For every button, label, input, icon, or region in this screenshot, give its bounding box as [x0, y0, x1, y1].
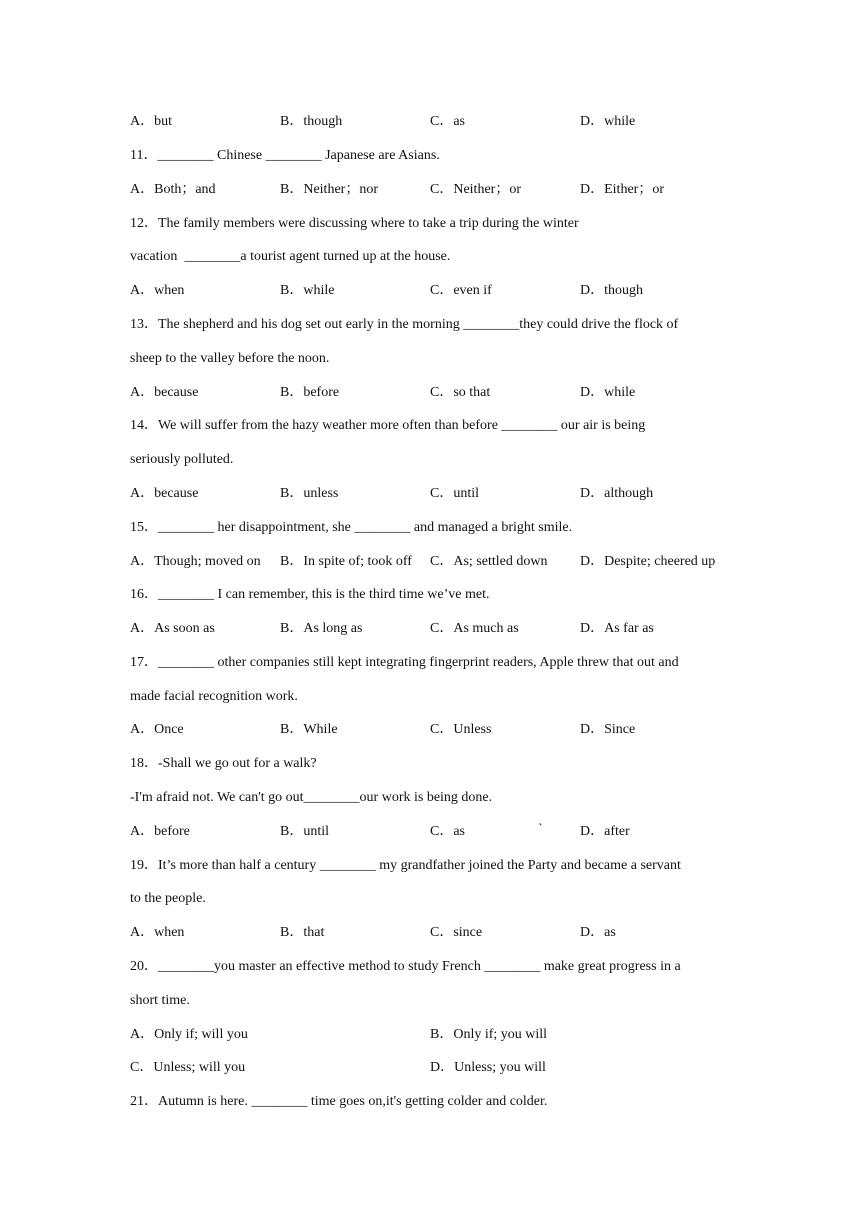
question-stem-line-2: vacation ________a tourist agent turned up at the house. [130, 249, 451, 264]
option-d: D．although [580, 486, 654, 501]
option-c: C．even if [430, 283, 492, 298]
option-c: C．As much as [430, 621, 519, 636]
option-a: A．Both；and [130, 182, 216, 197]
question-stem-line-1: 20．________you master an effective method to study French ________ make great progress in a [130, 959, 681, 974]
option-a: A．because [130, 486, 199, 501]
question-stem-line-1: 17．________ other companies still kept integrating fingerprint readers, Apple threw that out and [130, 655, 679, 670]
option-d: D．As far as [580, 621, 654, 636]
question-stem-line-2: to the people. [130, 891, 206, 906]
option-b: B．until [280, 824, 330, 839]
question-stem: 11．________ Chinese ________ Japanese are Asians. [130, 148, 440, 163]
option-b: B．while [280, 283, 335, 298]
option-a: A．before [130, 824, 190, 839]
option-a: A．Only if; will you [130, 1027, 248, 1042]
option-c: C．Unless; will you [130, 1060, 246, 1075]
option-c: C．until [430, 486, 480, 501]
option-b: B．though [280, 114, 343, 129]
option-b: B．unless [280, 486, 339, 501]
option-a: A．Once [130, 722, 184, 737]
option-d: D．though [580, 283, 643, 298]
option-a: A．As soon as [130, 621, 215, 636]
question-stem: 21．Autumn is here. ________ time goes on,it's getting colder and colder. [130, 1094, 548, 1109]
option-a: A．when [130, 925, 185, 940]
option-c: C．as [430, 824, 465, 839]
option-c: C．since [430, 925, 483, 940]
question-stem-line-2: -I'm afraid not. We can't go out________our work is being done. [130, 790, 493, 805]
option-d: D．after [580, 824, 630, 839]
option-c: C．Neither；or [430, 182, 521, 197]
question-stem-line-2: short time. [130, 993, 190, 1008]
question-stem-line-1: 12．The family members were discussing where to take a trip during the winter [130, 216, 579, 231]
option-b: B．In spite of; took off [280, 554, 412, 569]
option-d: D．while [580, 385, 636, 400]
question-stem-line-2: sheep to the valley before the noon. [130, 351, 330, 366]
option-d: D．Either；or [580, 182, 664, 197]
stray-mark: ` [538, 822, 543, 837]
option-c: C．As; settled down [430, 554, 548, 569]
option-b: B．before [280, 385, 340, 400]
question-stem: 16．________ I can remember, this is the third time we’ve met. [130, 587, 490, 602]
option-c: C．Unless [430, 722, 492, 737]
question-stem: 15．________ her disappointment, she ________ and managed a bright smile. [130, 520, 573, 535]
option-c: C．so that [430, 385, 491, 400]
option-a: A．Though; moved on [130, 554, 261, 569]
option-d: D．Since [580, 722, 636, 737]
option-d: D．Despite; cheered up [580, 554, 716, 569]
option-a: A．when [130, 283, 185, 298]
option-d: D．while [580, 114, 636, 129]
question-stem-line-1: 14．We will suffer from the hazy weather more often than before ________ our air is being [130, 418, 646, 433]
option-a: A．but [130, 114, 172, 129]
question-stem-line-1: 19．It’s more than half a century ________ my grandfather joined the Party and became a servant [130, 858, 681, 873]
option-d: D．as [580, 925, 616, 940]
option-d: D．Unless; you will [430, 1060, 546, 1075]
question-stem-line-1: 13．The shepherd and his dog set out early in the morning ________they could drive the flock of [130, 317, 679, 332]
question-stem-line-1: 18．-Shall we go out for a walk? [130, 756, 317, 771]
option-b: B．Only if; you will [430, 1027, 548, 1042]
option-b: B．Neither；nor [280, 182, 378, 197]
question-stem-line-2: seriously polluted. [130, 452, 234, 467]
option-b: B．While [280, 722, 338, 737]
option-c: C．as [430, 114, 465, 129]
question-stem-line-2: made facial recognition work. [130, 689, 298, 704]
option-b: B．that [280, 925, 325, 940]
option-a: A．because [130, 385, 199, 400]
option-b: B．As long as [280, 621, 363, 636]
